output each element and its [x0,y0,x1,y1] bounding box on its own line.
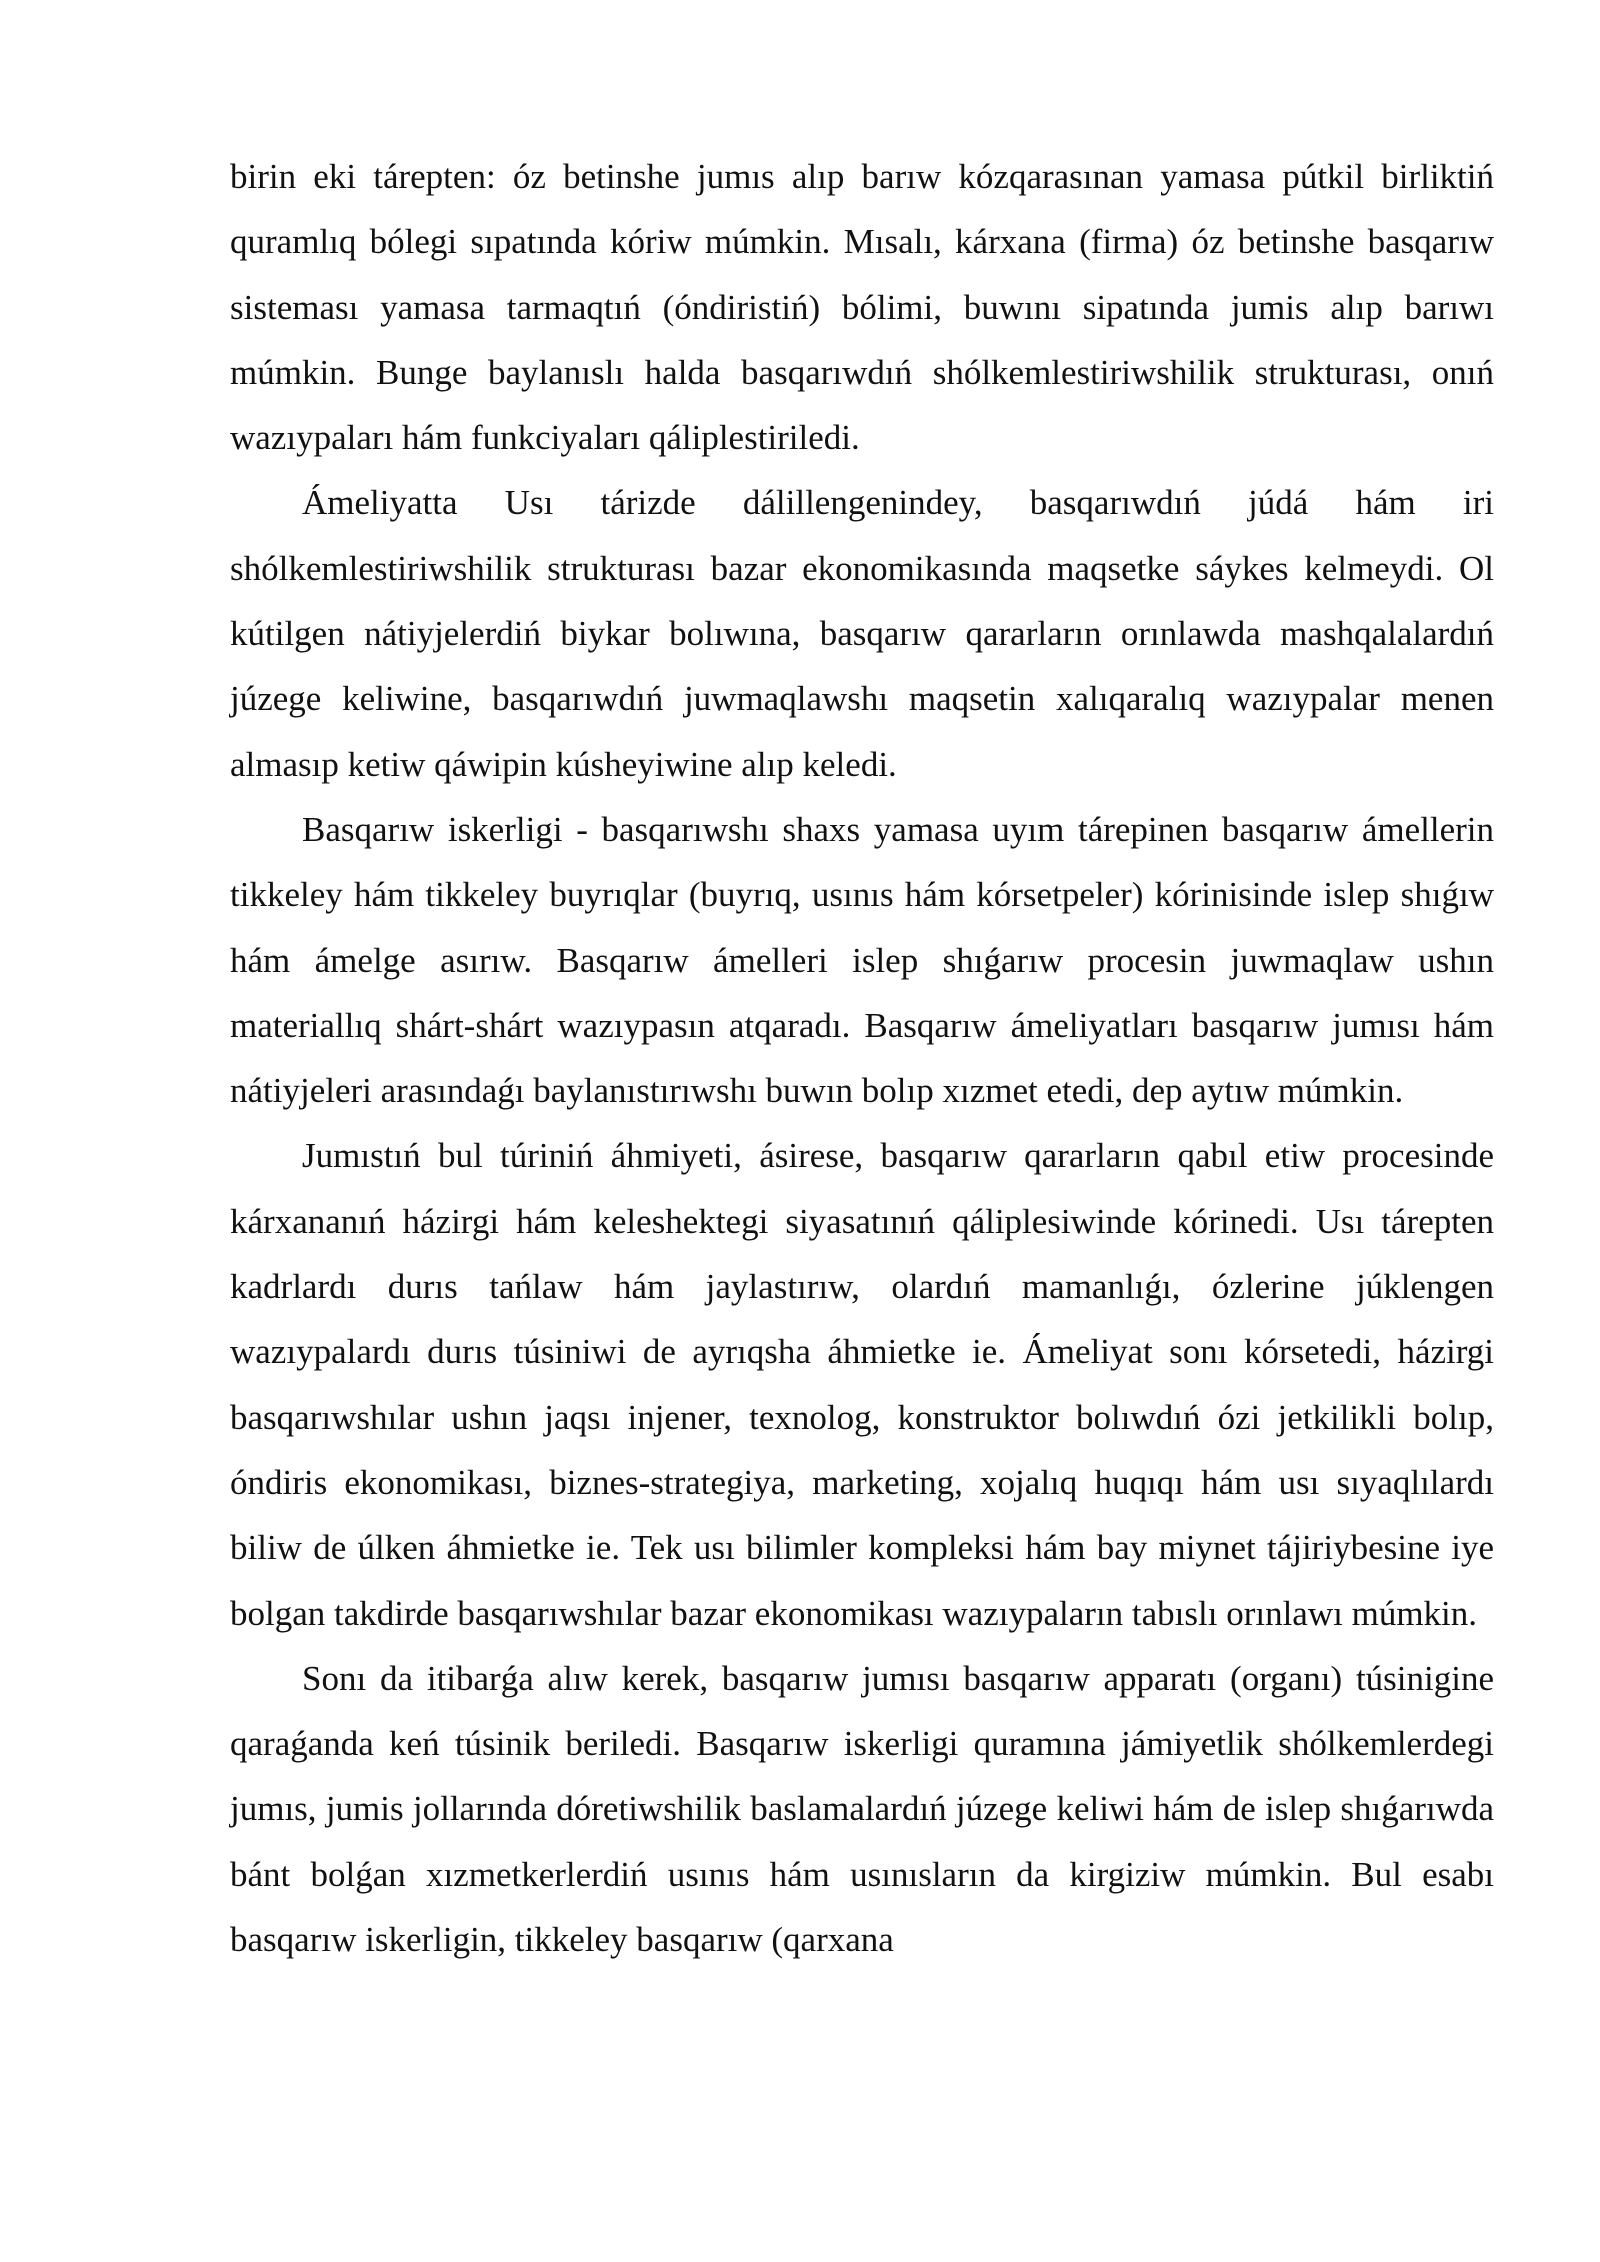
paragraph-4: Jumıstıń bul túriniń áhmiyeti, ásirese, basqarıw qararların qabıl etiw procesinde kárxananıń házirgi hám keleshektegi siyasatınıń qáliplesiwinde kórinedi. Usı tárepten kadrlardı durıs tańlaw hám jaylastırıw, olardıń mamanlıǵı, ózlerine júklengen wazıypalardı durıs túsiniwi de ayrıqsha áhmietke ie. Ámeliyat sonı kórsetedi, házirgi basqarıwshılar ushın jaqsı injener, texnolog, konstruktor bolıwdıń ózi jetkilikli bolıp, óndiris ekonomikası, biznes-strategiya, marketing, xojalıq huqıqı hám usı sıyaqlılardı biliw de úlken áhmietke ie. Tek usı bilimler kompleksi hám bay miynet tájiriybesine iye bolgan takdirde basqarıwshılar bazar ekonomikası wazıypaların tabıslı orınlawı múmkin. [230,1136,1494,1633]
paragraph-2: Ámeliyatta Usı tárizde dálillengenindey, basqarıwdıń júdá hám iri shólkemlestiriwshilik strukturası bazar ekonomikasında maqsetke sáykes kelmeydi. Ol kútilgen nátiyjelerdiń biykar bolıwına, basqarıw qararların orınlawda mashqalalardıń júzege keliwine, basqarıwdıń juwmaqlawshı maqsetin xalıqaralıq wazıypalar menen almasıp ketiw qáwipin kúsheyiwine alıp keledi. [230,483,1494,784]
body-text [230,144,1494,1972]
paragraph-1: birin eki tárepten: óz betinshe jumıs alıp barıw kózqarasınan yamasa pútkil birliktiń quramlıq bólegi sıpatında kóriw múmkin. Mısalı, kárxana (firma) óz betinshe basqarıw sisteması yamasa tarmaqtıń (óndiristiń) bólimi, buwını sipatında jumis alıp barıwı múmkin. Bunge baylanıslı halda basqarıwdıń shólkemlestiriwshilik strukturası, onıń wazıypaları hám funkciyaları qáliplestiriledi. [230,157,1494,458]
paragraph-5: Sonı da itibarǵa alıw kerek, basqarıw jumısı basqarıw apparatı (organı) túsinigine qaraǵanda keń túsinik beriledi. Basqarıw iskerligi quramına jámiyetlik shólkemlerdegi jumıs, jumis jollarında dóretiwshilik baslamalardıń júzege keliwi hám de islep shıǵarıwda bánt bolǵan xızmetkerlerdiń usınıs hám usınısların da kirgiziw múmkin. Bul esabı basqarıw iskerligin, tikkeley basqarıw (qarxana [230,1658,1494,1960]
paragraph-3: Basqarıw iskerligi - basqarıwshı shaxs yamasa uyım tárepinen basqarıw ámellerin tikkeley hám tikkeley buyrıqlar (buyrıq, usınıs hám kórsetpeler) kórinisinde islep shıǵıw hám ámelge asırıw. Basqarıw ámelleri islep shıǵarıw procesin juwmaqlaw ushın materiallıq shárt-shárt wazıypasın atqaradı. Basqarıw ámeliyatları basqarıw jumısı hám nátiyjeleri arasındaǵı baylanıstırıwshı buwın bolıp xızmet etedi, dep aytıw múmkin. [230,809,1494,1111]
